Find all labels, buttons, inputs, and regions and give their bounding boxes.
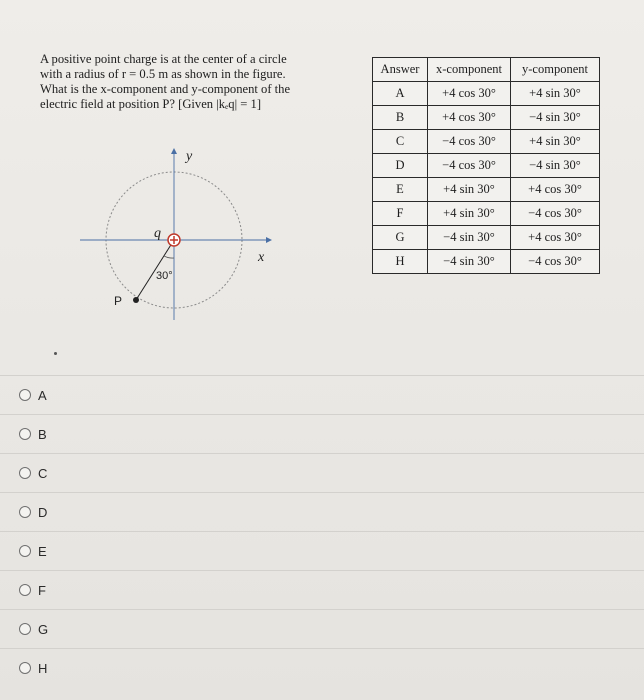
question-line: with a radius of r = 0.5 m as shown in the figure. bbox=[40, 67, 286, 81]
table-row bbox=[373, 82, 600, 106]
option-e[interactable] bbox=[0, 531, 644, 570]
cell: +4 cos 30° bbox=[511, 178, 600, 202]
cell: +4 cos 30° bbox=[428, 82, 511, 106]
cell: B bbox=[373, 106, 428, 130]
header-x-component: x-component bbox=[428, 58, 511, 82]
point-label: P bbox=[114, 294, 123, 308]
cell: −4 cos 30° bbox=[428, 154, 511, 178]
option-c[interactable] bbox=[0, 453, 644, 492]
cell: −4 cos 30° bbox=[511, 250, 600, 274]
header-answer: Answer bbox=[373, 58, 428, 82]
option-f[interactable] bbox=[0, 570, 644, 609]
radio-button[interactable] bbox=[19, 662, 31, 674]
radio-button[interactable] bbox=[19, 545, 31, 557]
option-label: F bbox=[38, 582, 46, 598]
cell: +4 cos 30° bbox=[428, 106, 511, 130]
table-row bbox=[373, 202, 600, 226]
radio-button[interactable] bbox=[19, 506, 31, 518]
table-row bbox=[373, 226, 600, 250]
answer-options bbox=[0, 375, 644, 687]
y-axis-label: y bbox=[186, 149, 193, 164]
radio-button[interactable] bbox=[19, 389, 31, 401]
table-row bbox=[373, 154, 600, 178]
table-row bbox=[373, 106, 600, 130]
point-p bbox=[133, 297, 139, 303]
question-line: A positive point charge is at the center of a circle bbox=[40, 52, 287, 66]
option-label: D bbox=[38, 504, 48, 520]
answer-table bbox=[372, 57, 600, 274]
cell: A bbox=[373, 82, 428, 106]
option-h[interactable] bbox=[0, 648, 644, 687]
cell: +4 sin 30° bbox=[511, 82, 600, 106]
question-line: What is the x-component and y-component of the bbox=[40, 82, 291, 96]
question-line: electric field at position P? [Given |kₑq| = 1] bbox=[40, 97, 262, 111]
x-axis-arrow bbox=[266, 237, 272, 243]
table-row bbox=[373, 250, 600, 274]
angle-label: 30° bbox=[156, 270, 173, 282]
table-row bbox=[373, 130, 600, 154]
angle-arc bbox=[164, 256, 174, 258]
x-axis-label: x bbox=[258, 250, 265, 265]
cell: −4 sin 30° bbox=[428, 250, 511, 274]
circle-diagram bbox=[70, 140, 290, 320]
radio-button[interactable] bbox=[19, 623, 31, 635]
cell: F bbox=[373, 202, 428, 226]
option-g[interactable] bbox=[0, 609, 644, 648]
option-label: B bbox=[38, 426, 47, 442]
y-axis-arrow bbox=[171, 148, 177, 154]
radio-button[interactable] bbox=[19, 584, 31, 596]
header-y-component: y-component bbox=[511, 58, 600, 82]
option-d[interactable] bbox=[0, 492, 644, 531]
cell: +4 sin 30° bbox=[428, 202, 511, 226]
stray-dot bbox=[54, 352, 57, 355]
radio-button[interactable] bbox=[19, 428, 31, 440]
option-label: A bbox=[38, 387, 47, 403]
question-text bbox=[40, 52, 336, 112]
cell: −4 sin 30° bbox=[511, 154, 600, 178]
option-label: H bbox=[38, 660, 48, 676]
radio-button[interactable] bbox=[19, 467, 31, 479]
option-label: C bbox=[38, 465, 48, 481]
cell: +4 cos 30° bbox=[511, 226, 600, 250]
cell: D bbox=[373, 154, 428, 178]
cell: +4 sin 30° bbox=[511, 130, 600, 154]
table-header-row bbox=[373, 58, 600, 82]
cell: G bbox=[373, 226, 428, 250]
option-label: E bbox=[38, 543, 47, 559]
option-a[interactable] bbox=[0, 375, 644, 414]
cell: −4 cos 30° bbox=[428, 130, 511, 154]
option-label: G bbox=[38, 621, 49, 637]
cell: −4 sin 30° bbox=[511, 106, 600, 130]
cell: +4 sin 30° bbox=[428, 178, 511, 202]
cell: −4 sin 30° bbox=[428, 226, 511, 250]
cell: E bbox=[373, 178, 428, 202]
cell: −4 cos 30° bbox=[511, 202, 600, 226]
option-b[interactable] bbox=[0, 414, 644, 453]
cell: C bbox=[373, 130, 428, 154]
table-row bbox=[373, 178, 600, 202]
cell: H bbox=[373, 250, 428, 274]
charge-label: q bbox=[154, 226, 161, 241]
